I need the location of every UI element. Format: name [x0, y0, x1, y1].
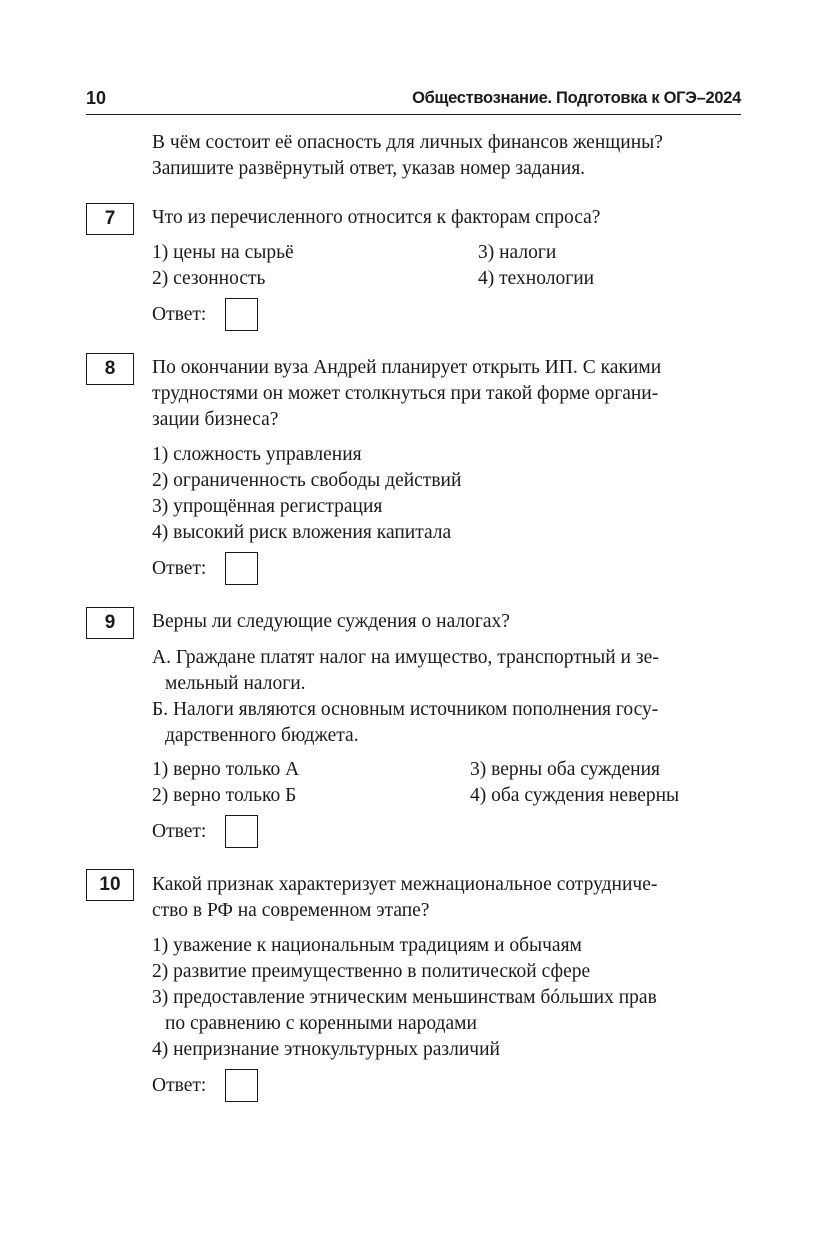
task-10-question-line-2: ство в РФ на современном этапе?: [152, 900, 430, 921]
task-9-statement-b-line-1: Б. Налоги являются основным источником пополнения госу-: [152, 699, 659, 720]
task-10-answer-label: Ответ:: [152, 1075, 207, 1096]
task-7-option-2: 2) сезонность: [152, 268, 266, 289]
task-8-option-4: 4) высокий риск вложения капитала: [152, 522, 452, 543]
task-7-option-4: 4) технологии: [478, 268, 595, 289]
task-10-answer-box[interactable]: [225, 1069, 258, 1102]
task-7-option-1: 1) цены на сырьё: [152, 242, 294, 263]
task-7-question: Что из перечисленного относится к факторам спроса?: [152, 207, 601, 228]
task-8-option-3: 3) упрощённая регистрация: [152, 496, 383, 517]
task-9-statement-b-line-2: дарственного бюджета.: [165, 725, 359, 746]
task-9-option-1: 1) верно только А: [152, 759, 300, 780]
task-7-answer-box[interactable]: [225, 298, 258, 331]
task-8-answer-box[interactable]: [225, 552, 258, 585]
task-8-option-1: 1) сложность управления: [152, 444, 362, 465]
task-9-answer-label: Ответ:: [152, 821, 207, 842]
intro-line-2: Запишите развёрнутый ответ, указав номер задания.: [152, 158, 586, 179]
book-title: Обществознание. Подготовка к ОГЭ–2024: [412, 89, 741, 107]
task-9-statement-a-line-1: А. Граждане платят налог на имущество, транспортный и зе-: [152, 647, 659, 668]
task-9-question: Верны ли следующие суждения о налогах?: [152, 611, 510, 632]
task-8-question-line-3: зации бизнеса?: [152, 409, 279, 430]
task-8-question-line-1: По окончании вуза Андрей планирует открыть ИП. С какими: [152, 357, 662, 378]
task-8-number-box: 8: [86, 353, 134, 385]
task-8-answer-label: Ответ:: [152, 558, 207, 579]
task-10-option-1: 1) уважение к национальным традициям и обычаям: [152, 935, 582, 956]
task-10-option-2: 2) развитие преимущественно в политической сфере: [152, 961, 591, 982]
task-9-option-2: 2) верно только Б: [152, 785, 297, 806]
task-7-number-box: 7: [86, 203, 134, 235]
task-9-statement-a-line-2: мельный налоги.: [165, 673, 306, 694]
task-8-option-2: 2) ограниченность свободы действий: [152, 470, 462, 491]
task-9-option-3: 3) верны оба суждения: [470, 759, 661, 780]
task-10-option-3-line-2: по сравнению с коренными народами: [165, 1013, 477, 1034]
task-7-option-3: 3) налоги: [478, 242, 557, 263]
task-9-number-box: 9: [86, 607, 134, 639]
task-10-option-3-line-1: 3) предоставление этническим меньшинствам бóльших прав: [152, 987, 657, 1008]
task-8-question-line-2: трудностями он может столкнуться при такой форме органи-: [152, 383, 659, 404]
task-7-answer-label: Ответ:: [152, 304, 207, 325]
task-10-question-line-1: Какой признак характеризует межнациональное сотрудниче-: [152, 874, 658, 895]
task-9-option-4: 4) оба суждения неверны: [470, 785, 680, 806]
task-10-number-box: 10: [86, 869, 134, 901]
task-10-option-4: 4) непризнание этнокультурных различий: [152, 1039, 500, 1060]
page-header: [86, 88, 741, 115]
task-9-answer-box[interactable]: [225, 815, 258, 848]
page-number: 10: [86, 88, 107, 108]
intro-line-1: В чём состоит её опасность для личных финансов женщины?: [152, 132, 663, 153]
